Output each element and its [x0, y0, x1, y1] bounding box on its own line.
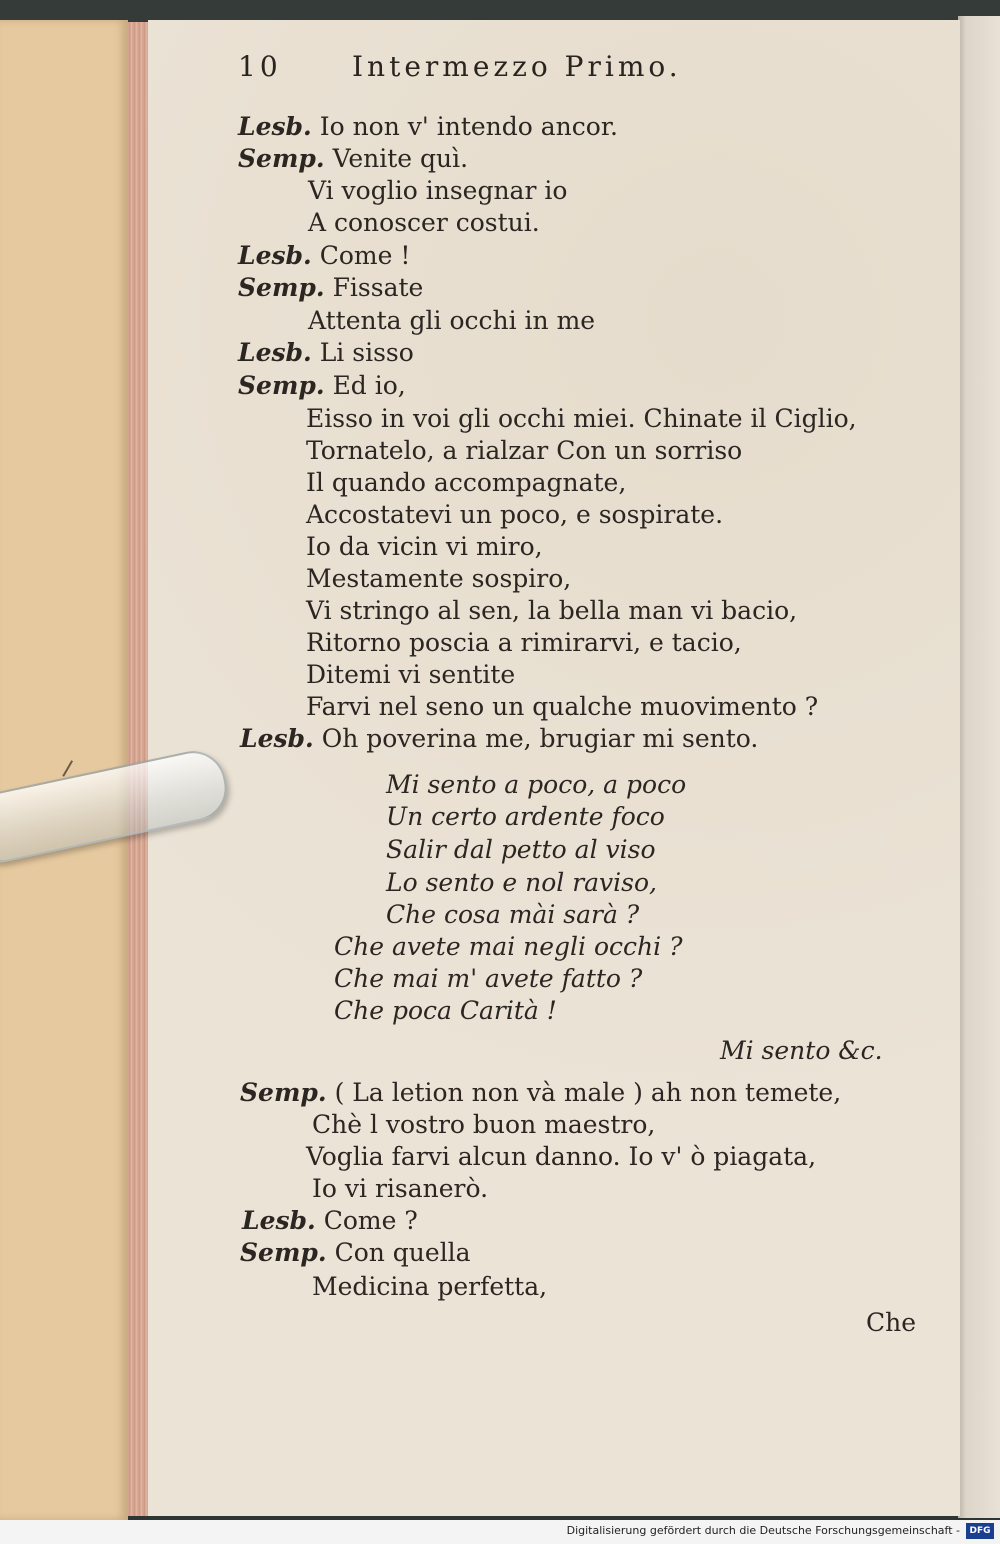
speaker-label: Lesb. — [240, 724, 314, 753]
line-text: Io non v' intendo ancor. — [319, 112, 618, 141]
aria-line: Mi sento a poco, a poco — [386, 770, 687, 799]
dialogue-line — [306, 596, 797, 626]
dialogue-line — [306, 500, 723, 530]
dialogue-line — [306, 436, 742, 466]
aria-line: Che mai m' avete fatto ? — [334, 964, 643, 993]
dialogue-line — [308, 208, 540, 238]
line-text: Oh poverina me, brugiar mi sento. — [321, 724, 759, 753]
line-text: Chè l vostro buon maestro, — [312, 1110, 656, 1139]
line-text: A conoscer costui. — [308, 208, 540, 237]
running-title: Intermezzo Primo. — [352, 50, 682, 83]
line-text: Accostatevi un poco, e sospirate. — [306, 500, 724, 529]
catchword: Che — [866, 1308, 917, 1337]
line-text: Io da vicin vi miro, — [306, 532, 543, 561]
dialogue-line — [306, 660, 515, 690]
aria-line: Che cosa mài sarà ? — [386, 900, 640, 929]
speaker-label: Lesb. — [238, 112, 312, 141]
line-text: Ritorno poscia a rimirarvi, e tacio, — [306, 628, 742, 657]
dialogue-line — [306, 564, 571, 594]
line-text: Farvi nel seno un qualche muovimento ? — [306, 692, 819, 721]
dialogue-line — [306, 532, 543, 562]
dialogue-line — [240, 1078, 841, 1108]
line-text: Vi stringo al sen, la bella man vi bacio, — [306, 596, 798, 625]
dialogue-line — [238, 112, 618, 142]
aria-repeat: Mi sento &c. — [720, 1036, 883, 1065]
dialogue-line — [312, 1174, 488, 1204]
dialogue-line — [238, 371, 406, 401]
dialogue-line — [238, 273, 423, 303]
line-text: Il quando accompagnate, — [306, 468, 627, 497]
line-text: Venite quì. — [332, 144, 469, 173]
dialogue-line — [306, 404, 857, 434]
speaker-label: Semp. — [238, 144, 325, 173]
dialogue-line — [240, 1238, 471, 1268]
dfg-logo: DFG — [966, 1523, 994, 1539]
dialogue-line — [306, 468, 626, 498]
line-text: Come ! — [319, 241, 411, 270]
dialogue-line — [312, 1272, 547, 1302]
speaker-label: Semp. — [240, 1078, 327, 1107]
aria-line: Un certo ardente foco — [386, 802, 665, 831]
line-text: Eisso in voi gli occhi miei. Chinate il Ciglio, — [306, 404, 857, 433]
speaker-label: Lesb. — [238, 241, 312, 270]
line-text: Con quella — [334, 1238, 471, 1267]
line-text: Io vi risanerò. — [312, 1174, 489, 1203]
line-text: Li sisso — [319, 338, 414, 367]
line-text: Vi voglio insegnar io — [308, 176, 568, 205]
speaker-label: Lesb. — [242, 1206, 316, 1235]
line-text: Tornatelo, a rialzar Con un sorriso — [306, 436, 743, 465]
digitization-credit: Digitalisierung gefördert durch die Deutsche Forschungsgemeinschaft - — [566, 1524, 960, 1537]
speaker-label: Semp. — [238, 371, 325, 400]
scanner-background-top — [0, 0, 1000, 22]
aria-line: Che avete mai negli occhi ? — [334, 932, 683, 961]
aria-line: Salir dal petto al viso — [386, 835, 656, 864]
line-text: Attenta gli occhi in me — [308, 306, 596, 335]
line-text: Ditemi vi sentite — [306, 660, 516, 689]
running-head — [238, 50, 818, 90]
facing-page-edge — [958, 16, 1000, 1518]
dialogue-line — [238, 338, 414, 368]
line-text: Fissate — [332, 273, 424, 302]
aria-line: Lo sento e nol raviso, — [386, 868, 658, 897]
dialogue-line — [240, 724, 758, 754]
dialogue-line — [306, 692, 818, 722]
dialogue-line — [308, 176, 567, 206]
dialogue-line — [306, 1142, 816, 1172]
dialogue-line — [308, 306, 595, 336]
dialogue-line — [242, 1206, 418, 1236]
aria-line: Che poca Carità ! — [334, 996, 557, 1025]
line-text: Ed io, — [332, 371, 406, 400]
speaker-label: Semp. — [240, 1238, 327, 1267]
speaker-label: Semp. — [238, 273, 325, 302]
line-text: Medicina perfetta, — [312, 1272, 548, 1301]
dialogue-line — [238, 241, 410, 271]
dialogue-line — [312, 1110, 655, 1140]
line-text: Come ? — [323, 1206, 418, 1235]
line-text: ( La letion non và male ) ah non temete, — [334, 1078, 842, 1107]
dialogue-line — [238, 144, 468, 174]
page-number: 10 — [238, 50, 282, 83]
dialogue-line — [306, 628, 742, 658]
line-text: Mestamente sospiro, — [306, 564, 572, 593]
line-text: Voglia farvi alcun danno. Io v' ò piagata, — [306, 1142, 817, 1171]
speaker-label: Lesb. — [238, 338, 312, 367]
